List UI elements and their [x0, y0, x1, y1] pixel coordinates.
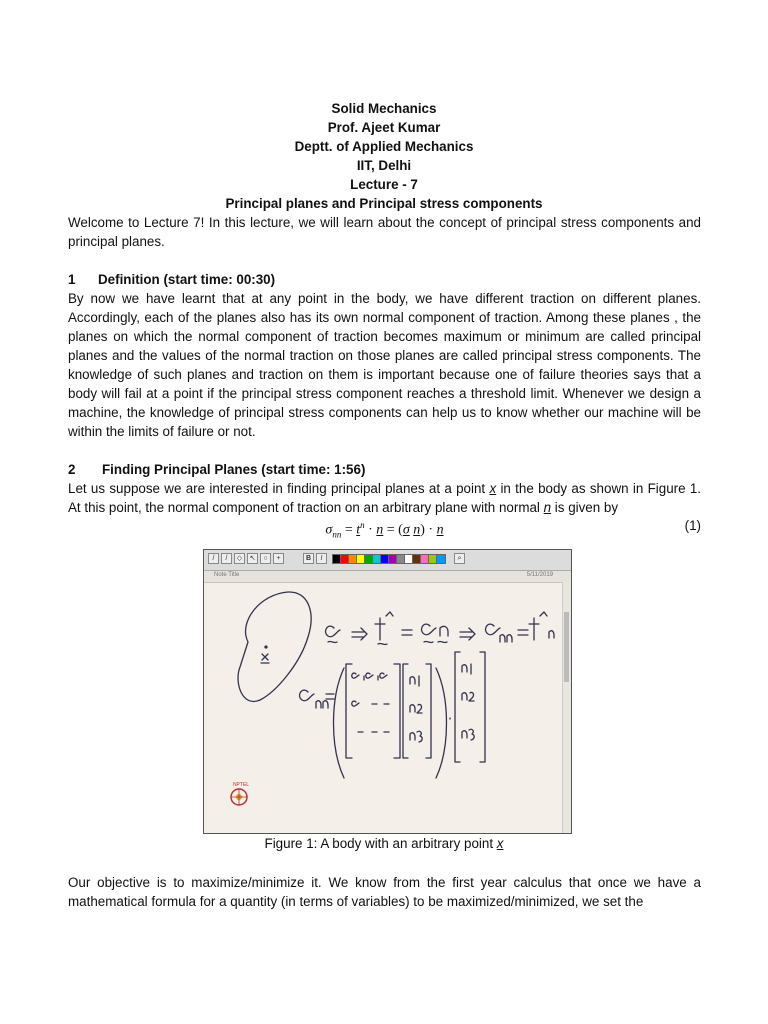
section-2-text-c: is given by [551, 500, 619, 515]
stress-row-1 [352, 673, 387, 680]
insert-space-icon: + [273, 553, 284, 564]
n3-entry-right [462, 729, 474, 740]
n1-entry-right [462, 664, 471, 674]
section-2-text-a: Let us suppose we are interested in finding principal planes at a point [68, 481, 490, 496]
eq-sigma-sub: nn [332, 529, 342, 540]
pen-tool-icon: / [208, 553, 219, 564]
eq-n-1: n [376, 522, 384, 538]
var-n: n [543, 500, 552, 515]
eq-dot-1: · [364, 522, 377, 538]
closing-paragraph: Our objective is to maximize/minimize it. We know from the first year calculus that once we have a mathematical formula for a quantity (in terms of variables) to be maximized/minimized, we set the [68, 875, 701, 909]
equation-number: (1) [684, 518, 701, 533]
stress-matrix-bracket-left [346, 664, 352, 758]
equation-expression [68, 516, 701, 544]
section-1-title: Definition (start time: 00:30) [98, 272, 276, 287]
lecture-number: Lecture - 7 [350, 177, 418, 192]
intro-paragraph: Welcome to Lecture 7! In this lecture, we will learn about the concept of principal stress components and principal planes. [68, 215, 701, 249]
sigma-n-product [422, 624, 448, 642]
outer-paren-right [436, 668, 447, 778]
professor-name: Prof. Ajeet Kumar [327, 120, 441, 135]
color-swatch [436, 554, 446, 564]
highlighter-tool-icon: / [221, 553, 232, 564]
equals-2 [518, 630, 528, 635]
section-1-number: 1 [68, 272, 76, 287]
normal-vector-bracket [403, 664, 431, 758]
figure-1-caption [0, 834, 768, 853]
figure-1-screenshot [203, 549, 572, 834]
course-title: Solid Mechanics [331, 101, 437, 116]
caption-text: Figure 1: A body with an arbitrary point [264, 836, 497, 851]
department-name: Deptt. of Applied Mechanics [294, 139, 474, 154]
sigma-tilde-stroke [326, 626, 340, 642]
equals-1 [402, 630, 412, 635]
nptel-logo-text: NPTEL [232, 782, 250, 788]
bold-icon: B [303, 553, 314, 564]
caption-var-x: x [496, 836, 504, 851]
stress-matrix-bracket-right [394, 664, 400, 758]
n-vector-bracket-left [455, 652, 460, 762]
outer-paren-left [334, 668, 345, 778]
implies-arrow-2 [460, 628, 475, 640]
lasso-tool-icon: ○ [260, 553, 271, 564]
eq-equals-2: = ( [383, 522, 403, 538]
implies-arrow-1 [352, 628, 367, 640]
n2-entry-right [462, 692, 474, 701]
equation-1 [68, 516, 701, 540]
stress-row-2 [352, 701, 389, 706]
handwritten-notes-drawing [204, 582, 563, 833]
section-1-body: By now we have learnt that at any point in the body, we have different traction on different planes. Accordingly, each of the planes also has its own normal component of traction. Among these planes , the planes on which the normal component of traction becomes maximum or minimum are called principal planes and the values of the normal traction on those planes are called principal stress components. The knowledge of such planes and traction on them is important because one of failure theories says that a body will fail at a point if the principal stress component reaches a threshold limit. Whenever we design a machine, the knowledge of principal stress components can help us to know whether our machine will be within the limits of failure or not. [68, 291, 701, 439]
note-date: 5/11/2019 [526, 572, 553, 578]
whiteboard-toolbar [204, 550, 571, 571]
eq-equals-1: = [341, 522, 357, 538]
section-2-body [68, 479, 701, 517]
eraser-tool-icon: ◇ [234, 553, 245, 564]
equals-3 [326, 694, 334, 699]
section-2-heading [68, 460, 365, 479]
eq-n-3: n [436, 522, 444, 538]
sigma-nn-matrix-lhs [300, 690, 328, 708]
section-2-title: Finding Principal Planes (start time: 1:56) [102, 462, 366, 477]
sigma-nn-lhs [486, 624, 512, 642]
var-x: x [489, 481, 497, 496]
zoom-icon: ⌕ [454, 553, 465, 564]
eq-close: ) · [420, 522, 437, 538]
note-title: Note Title [214, 572, 240, 578]
point-x-dot [265, 646, 267, 648]
n1-entry [410, 676, 419, 686]
n-vector-bracket-right [480, 652, 485, 762]
section-2-text-b: in the body as shown in Figure 1. At this point, the normal component of traction on an arbitrary plane with normal [68, 481, 702, 515]
section-2-number: 2 [68, 462, 76, 477]
scrollbar-thumb [564, 612, 569, 682]
nptel-logo-icon [231, 789, 247, 805]
eq-n-2: n [413, 522, 421, 538]
eq-sigma-tensor: σ [402, 522, 410, 538]
lecture-topic: Principal planes and Principal stress components [225, 196, 543, 211]
eq-traction: t [356, 522, 361, 538]
n3-entry [410, 731, 422, 742]
n2-entry [410, 704, 422, 713]
point-x-label [261, 654, 269, 663]
traction-symbol [375, 612, 393, 645]
section-1-heading [68, 270, 275, 289]
eq-traction-sup: n [360, 520, 365, 530]
select-tool-icon: ↖ [247, 553, 258, 564]
tn-dot-n [529, 612, 554, 640]
body-outline [238, 592, 311, 702]
vertical-scrollbar [562, 582, 571, 833]
institute-name: IIT, Delhi [356, 158, 412, 173]
document-title-block [0, 99, 768, 213]
eq-sigma: σ [325, 522, 333, 538]
italic-icon: I [316, 553, 327, 564]
